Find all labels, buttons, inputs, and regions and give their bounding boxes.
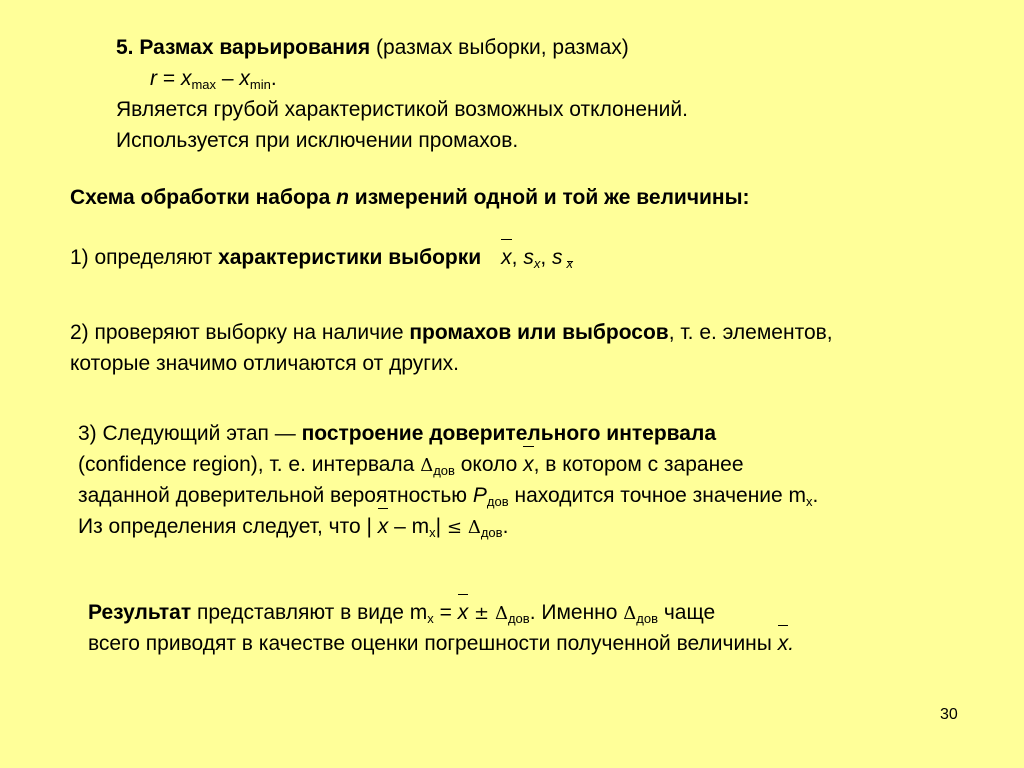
result-mx-sub: x [427, 611, 434, 626]
result-l2a: всего приводят в качестве оценки погрешности полученной величины [88, 632, 778, 655]
step1-xbar: x [501, 242, 512, 273]
step3-line4 [78, 511, 818, 542]
range-usage: Используется при исключении промахов. [116, 129, 519, 152]
result-line2 [88, 628, 794, 659]
delta-symbol: Δ [420, 455, 434, 476]
formula-eq: = [157, 67, 181, 90]
step3-bold: построение доверительного интервала [301, 422, 716, 445]
range-title-line [116, 32, 688, 63]
step3-l4-dov-sub: дов [480, 525, 503, 540]
step2-line2: которые значимо отличаются от других. [70, 352, 460, 375]
result-l1d: чаще [658, 601, 716, 624]
result-l2-end: . [788, 632, 795, 655]
formula-minus: – [216, 67, 240, 90]
range-title: 5. Размах варьирования [116, 36, 371, 59]
step3-P: P [472, 484, 487, 507]
le-symbol: ≤ [446, 517, 462, 538]
result-xbar: x [458, 597, 469, 628]
step-3 [78, 418, 818, 542]
plus-minus-symbol: ± [474, 603, 490, 624]
result-l1c: . Именно [529, 601, 624, 624]
range-description: Является грубой характеристикой возможных отклонений. [116, 98, 688, 121]
step3-l4c: | [435, 515, 447, 538]
scheme-heading-a: Схема обработки набора [70, 186, 337, 209]
step2-bold: промахов или выбросов [409, 321, 669, 344]
step1-bold: характеристики выборки [218, 246, 482, 269]
step3-line1 [78, 418, 818, 449]
step3-line2 [78, 449, 818, 480]
result-line1 [88, 597, 794, 628]
step3-l2c: , в котором с заранее [533, 453, 744, 476]
step1-sep2: , [540, 246, 553, 269]
step1-pre: 1) определяют [70, 246, 219, 269]
result-delta-symbol: Δ [494, 603, 508, 624]
result-bold: Результат [88, 601, 192, 624]
step-2 [70, 317, 833, 379]
result-l1b: = [433, 601, 458, 624]
result-l2-xbar: x [778, 628, 789, 659]
step3-l3b: находится точное значение m [508, 484, 807, 507]
step3-P-sub: дов [486, 494, 509, 509]
result-delta-symbol-2: Δ [623, 603, 637, 624]
step3-mx-sub: x [806, 494, 813, 509]
step-1: 1) определяют характеристики выборки x, $s_x$, s $_x$ [70, 242, 573, 273]
step3-pre: 3) Следующий этап — [78, 422, 302, 445]
step1-sep1: , [511, 246, 524, 269]
range-formula [116, 63, 688, 94]
step3-l3c: . [812, 484, 819, 507]
formula-sub-min: min [249, 77, 271, 92]
step2-pre: 2) проверяют выборку на наличие [70, 321, 410, 344]
step1-s-sub: x [533, 256, 541, 271]
step3-l3a: заданной доверительной вероятностью [78, 484, 473, 507]
step1-s2: s [552, 246, 563, 269]
step3-l2b: около [454, 453, 524, 476]
step3-l4a: Из определения следует, что | [78, 515, 378, 538]
step3-l2a: (confidence region), т. е. интервала [78, 453, 421, 476]
step3-dov-sub: дов [433, 463, 455, 478]
page-number: 30 [940, 706, 958, 723]
result-dov-sub-2: дов [636, 611, 659, 626]
scheme-heading-n: n [336, 186, 349, 209]
formula-sub-max: max [191, 77, 216, 92]
scheme-heading-b: измерений одной и той же величины: [348, 186, 750, 209]
formula-end: . [270, 67, 277, 90]
result-block [88, 597, 794, 659]
step3-l4-mx-sub: x [429, 525, 436, 540]
scheme-heading [70, 182, 750, 213]
step2-post: , т. е. элементов, [668, 321, 833, 344]
range-title-paren: (размах выборки, размах) [370, 36, 629, 59]
result-dov-sub: дов [507, 611, 530, 626]
step3-line3 [78, 480, 818, 511]
section-range [116, 32, 688, 156]
step3-l4d: . [502, 515, 509, 538]
step2-line1 [70, 317, 833, 348]
step3-xbar: x [523, 449, 534, 480]
step1-s: s [523, 246, 534, 269]
step3-l4b: – m [388, 515, 430, 538]
delta-symbol-2: Δ [467, 517, 481, 538]
formula-x-max: x [180, 67, 192, 90]
formula-x-min: x [239, 67, 250, 90]
result-l1a: представляют в виде m [191, 601, 428, 624]
formula-r: r [150, 67, 157, 90]
step3-l4-xbar: x [378, 511, 389, 542]
